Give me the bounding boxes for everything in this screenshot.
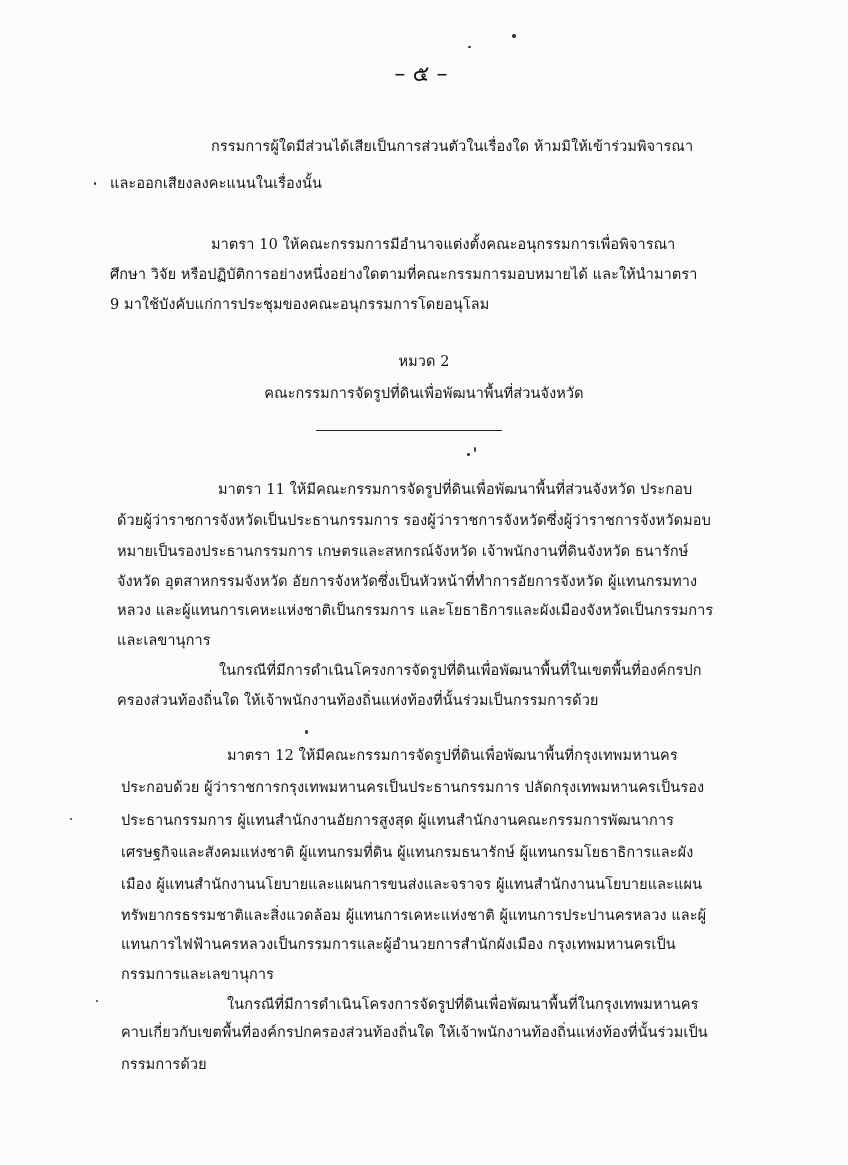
paragraph-line: ศึกษา วิจัย หรือปฏิบัติการอย่างหนึ่งอย่างใดตามที่คณะกรรมการมอบหมายได้ และให้นำมาตรา	[110, 267, 698, 283]
paragraph-line: ครองส่วนท้องถิ่นใด ให้เจ้าพนักงานท้องถิ่นแห่งท้องที่นั้นร่วมเป็นกรรมการด้วย	[117, 693, 599, 709]
paragraph-line: มาตรา 11 ให้มีคณะกรรมการจัดรูปที่ดินเพื่อพัฒนาพื้นที่ส่วนจังหวัด ประกอบ	[218, 482, 693, 498]
paragraph-line: แทนการไฟฟ้านครหลวงเป็นกรรมการและผู้อำนวยการสำนักผังเมือง กรุงเทพมหานครเป็น	[121, 937, 676, 953]
paragraph-line: ทรัพยากรธรรมชาติและสิ่งแวดล้อม ผู้แทนการเคหะแห่งชาติ ผู้แทนการประปานครหลวง และผู้	[121, 908, 707, 924]
paragraph-line: มาตรา 12 ให้มีคณะกรรมการจัดรูปที่ดินเพื่อพัฒนาพื้นที่กรุงเทพมหานคร	[227, 748, 678, 764]
paragraph-line: ในกรณีที่มีการดำเนินโครงการจัดรูปที่ดินเพื่อพัฒนาพื้นที่ในเขตพื้นที่องค์กรปก	[219, 663, 702, 679]
paragraph-line: คาบเกี่ยวกับเขตพื้นที่องค์กรปกครองส่วนท้องถิ่นใด ให้เจ้าพนักงานท้องถิ่นแห่งท้องที่นั้นร่วมเป็น	[121, 1025, 708, 1041]
chapter-title: คณะกรรมการจัดรูปที่ดินเพื่อพัฒนาพื้นที่ส่วนจังหวัด	[264, 386, 584, 402]
paragraph-line: เมือง ผู้แทนสำนักงานนโยบายและแผนการขนส่งและจราจร ผู้แทนสำนักงานนโยบายและแผน	[121, 877, 703, 893]
paragraph-line: ประธานกรรมการ ผู้แทนสำนักงานอัยการสูงสุด ผู้แทนสำนักงานคณะกรรมการพัฒนาการ	[121, 813, 674, 829]
paragraph-line: เศรษฐกิจและสังคมแห่งชาติ ผู้แทนกรมที่ดิน ผู้แทนกรมธนารักษ์ ผู้แทนกรมโยธาธิการและผัง	[121, 845, 694, 861]
page-number: – ๕ –	[394, 62, 448, 87]
scan-speck	[70, 818, 72, 820]
paragraph-line: กรรมการด้วย	[121, 1057, 207, 1073]
paragraph-line: หมายเป็นรองประธานกรรมการ เกษตรและสหกรณ์จังหวัด เจ้าพนักงานที่ดินจังหวัด ธนารักษ์	[117, 544, 689, 560]
paragraph-line: กรรมการผู้ใดมีส่วนได้เสียเป็นการส่วนตัวในเรื่องใด ห้ามมิให้เข้าร่วมพิจารณา	[211, 139, 694, 155]
paragraph-line: และเลขานุการ	[117, 633, 211, 649]
scan-speck	[468, 46, 471, 48]
paragraph-line: จังหวัด อุตสาหกรรมจังหวัด อัยการจังหวัดซึ่งเป็นหัวหน้าที่ทำการอัยการจังหวัด ผู้แทนกรมทาง	[117, 574, 698, 590]
chapter-number: หมวด 2	[398, 354, 450, 370]
scan-speck	[94, 182, 96, 185]
scan-speck	[467, 453, 470, 456]
paragraph-line: หลวง และผู้แทนการเคหะแห่งชาติเป็นกรรมการ และโยธาธิการและผังเมืองจังหวัดเป็นกรรมการ	[117, 603, 714, 619]
paragraph-line: และออกเสียงลงคะแนนในเรื่องนั้น	[110, 176, 323, 192]
paragraph-line: 9 มาใช้บังคับแก่การประชุมของคณะอนุกรรมการโดยอนุโลม	[110, 297, 490, 313]
heading-divider	[316, 430, 502, 431]
paragraph-line: กรรมการและเลขานุการ	[121, 967, 274, 983]
scan-speck	[474, 447, 476, 452]
paragraph-line: มาตรา 10 ให้คณะกรรมการมีอำนาจแต่งตั้งคณะอนุกรรมการเพื่อพิจารณา	[211, 237, 676, 253]
scan-speck	[512, 34, 516, 38]
paragraph-line: ประกอบด้วย ผู้ว่าราชการกรุงเทพมหานครเป็นประธานกรรมการ ปลัดกรุงเทพมหานครเป็นรอง	[121, 780, 705, 796]
paragraph-line: ในกรณีที่มีการดำเนินโครงการจัดรูปที่ดินเพื่อพัฒนาพื้นที่ในกรุงเทพมหานคร	[227, 997, 699, 1013]
paragraph-line: ด้วยผู้ว่าราชการจังหวัดเป็นประธานกรรมการ รองผู้ว่าราชการจังหวัดซึ่งผู้ว่าราชการจังหวัดมอบ	[117, 513, 711, 529]
scan-speck	[96, 1000, 98, 1002]
scan-speck	[305, 730, 308, 734]
